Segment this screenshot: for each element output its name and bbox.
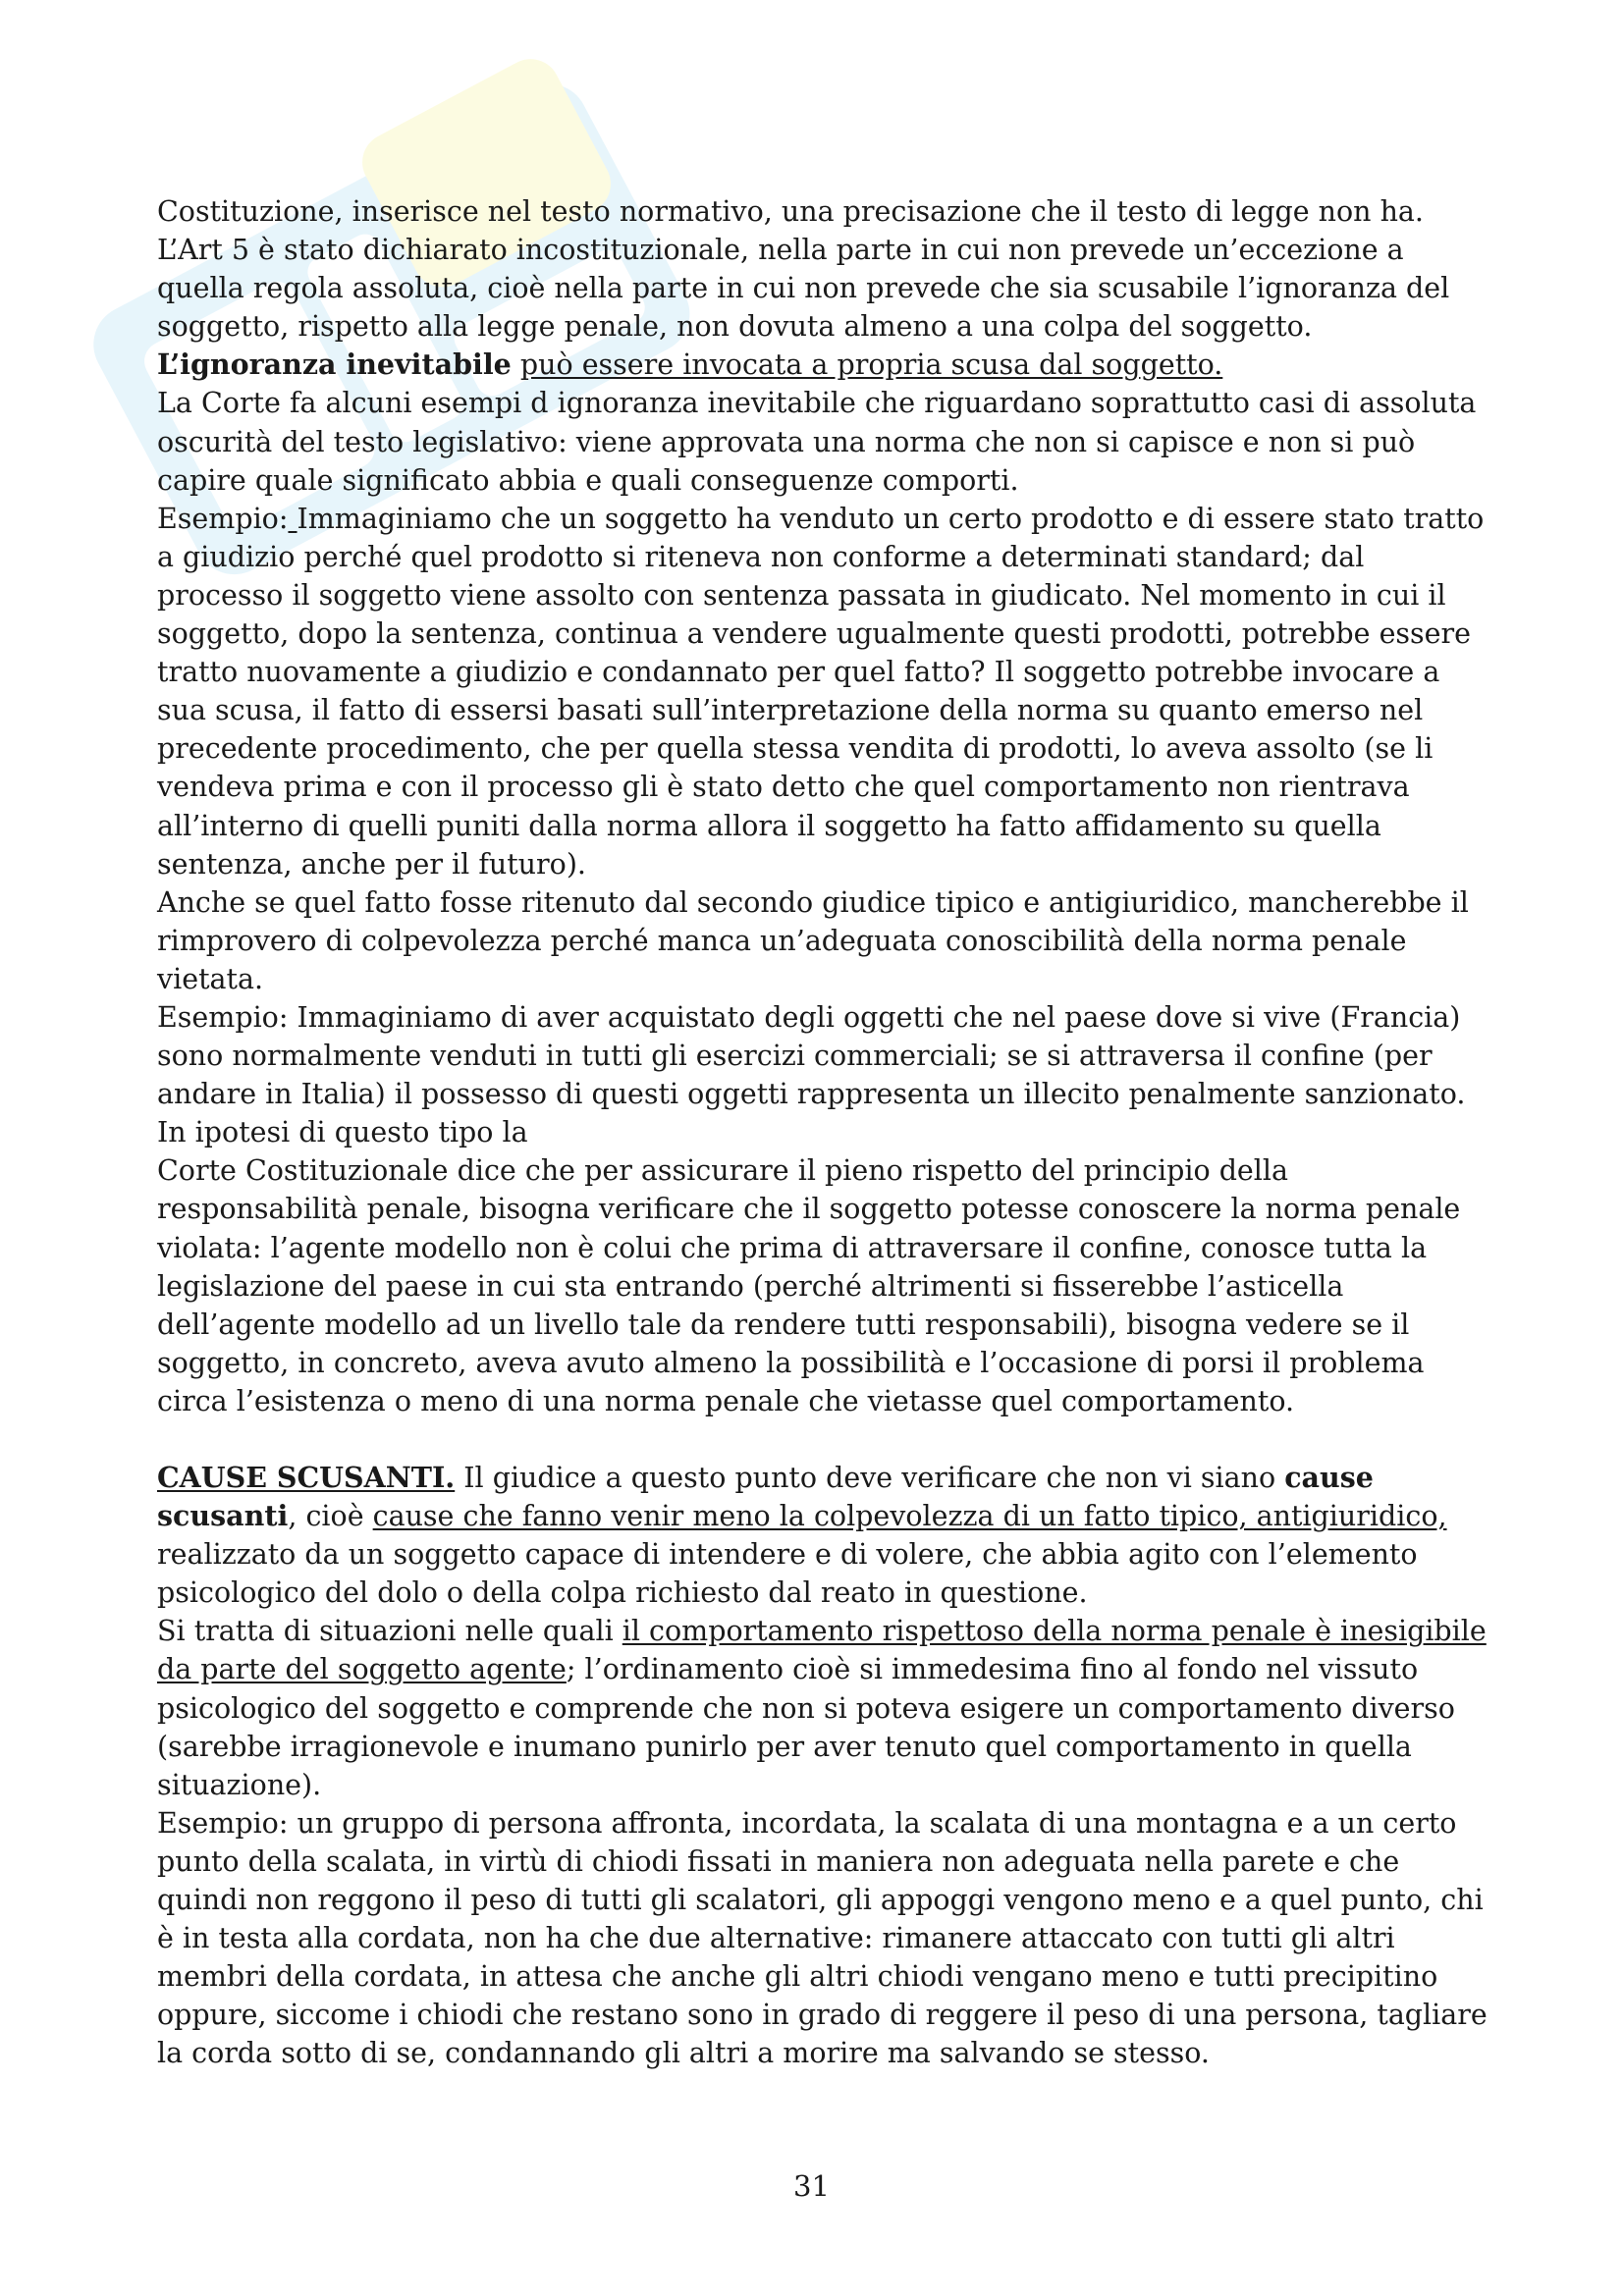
bold-term-cause-scusanti: cause scusanti — [157, 1461, 1374, 1533]
paragraph-inesigibile — [157, 1612, 1488, 1803]
text-run: Il giudice a questo punto deve verificare che non vi siano — [455, 1462, 1285, 1494]
underlined-phrase: il comportamento rispettoso della norma penale è inesigibile da parte del soggetto agente — [157, 1615, 1487, 1686]
section-heading: CAUSE SCUSANTI. — [157, 1461, 456, 1494]
text-run: Esempio: — [157, 502, 289, 535]
page-number: 31 — [793, 2169, 830, 2203]
paragraph-ignoranza — [157, 192, 1488, 384]
underlined-phrase: cause che fanno venir meno la colpevolezza di un fatto tipico, antigiuridico, — [372, 1500, 1447, 1533]
paragraph-gap — [157, 1420, 1488, 1459]
underlined-space — [288, 503, 297, 535]
document-body — [157, 192, 1488, 2073]
text-run: Costituzione, inserisce nel testo normativo, una precisazione che il testo di legge non ha. L’Art 5 è stato dichiarato incostituzionale, nella parte in cui non prevede un’eccezione a quella regola assoluta, cioè nella parte in cui non prevede che sia scusabile l’ignoranza del soggetto, rispetto alla legge penale, non dovuta almeno a una colpa del soggetto. — [157, 195, 1450, 344]
text-run: Si tratta di situazioni nelle quali — [157, 1615, 622, 1648]
paragraph-corte-costituzionale: Corte Costituzionale dice che per assicurare il pieno rispetto del principio della responsabilità penale, bisogna verificare che il soggetto potesse conoscere la norma penale violata: l’agente modello non è colui che prima di attraversare il confine, conosce tutta la legislazione del paese in cui sta entrando (perché altrimenti si fisserebbe l’asticella dell’agente modello ad un livello tale da rendere tutti responsabili), bisogna vedere se il soggetto, in concreto, aveva avuto almeno la possibilità e l’occasione di porsi il problema circa l’esistenza o meno di una norma penale che vietasse quel comportamento. — [157, 1154, 1461, 1417]
text-run: Immaginiamo che un soggetto ha venduto un certo prodotto e di essere stato tratto a giudizio perché quel prodotto si riteneva non conforme a determinati standard; dal processo il soggetto viene assolto con sentenza passata in giudicato. Nel momento in cui il soggetto, dopo la sentenza, continua a vendere ugualmente questi prodotti, potrebbe essere tratto nuovamente a giudizio e condannato per quel fatto? Il soggetto potrebbe invocare a sua scusa, il fatto di essersi basati sull’interpretazione della norma su quanto emerso nel precedente procedimento, che per quella stessa vendita di prodotti, lo aveva assolto (se li vendeva prima e con il processo gli è stato detto che quel comportamento non rientrava all’interno di quelli puniti dalla norma allora il soggetto ha fatto affidamento su quella sentenza, anche per il futuro). — [157, 502, 1485, 881]
text-run — [512, 348, 520, 381]
bold-term-ignoranza-inevitabile: L’ignoranza inevitabile — [157, 347, 512, 382]
paragraph-esempio-prodotto — [157, 500, 1488, 883]
paragraph-cause-scusanti — [157, 1459, 1488, 1612]
text-run: realizzato da un soggetto capace di intendere e di volere, che abbia agito con l’elemento psicologico del dolo o della colpa richiesto dal reato in questione. — [157, 1538, 1418, 1610]
text-run: ; l’ordinamento cioè si immedesima fino al fondo nel vissuto psicologico del soggetto e comprende che non si poteva esigere un comportamento diverso (sarebbe irragionevole e inumano punirlo per aver tenuto quel comportamento in quella situazione). — [157, 1653, 1455, 1801]
underlined-phrase: può essere invocata a propria scusa dal soggetto. — [519, 348, 1223, 382]
paragraph-corte-esempi: La Corte fa alcuni esempi d ignoranza inevitabile che riguardano soprattutto casi di assoluta oscurità del testo legislativo: viene approvata una norma che non si capisce e non si può capire quale significato abbia e quali conseguenze comporti. — [157, 387, 1477, 497]
paragraph-esempio-scalata: Esempio: un gruppo di persona affronta, incordata, la scalata di una montagna e a un certo punto della scalata, in virtù di chiodi fissati in maniera non adeguata nella parete e che quindi non reggono il peso di tutti gli scalatori, gli appoggi vengono meno e a quel punto, chi è in testa alla cordata, non ha che due alternative: rimanere attaccato con tutti gli altri membri della cordata, in attesa che anche gli altri chiodi vengano meno e tutti precipitino oppure, siccome i chiodi che restano sono in grado di reggere il peso di una persona, tagliare la corda sotto di se, condannando gli altri a morire ma salvando se stesso. — [157, 1806, 1488, 2070]
text-run: , cioè — [288, 1500, 373, 1533]
paragraph-rimprovero: Anche se quel fatto fosse ritenuto dal secondo giudice tipico e antigiuridico, mancherebbe il rimprovero di colpevolezza perché manca un’adeguata conoscibilità della norma penale vietata. — [157, 885, 1469, 995]
paragraph-esempio-francia: Esempio: Immaginiamo di aver acquistato degli oggetti che nel paese dove si vive (Francia) sono normalmente venduti in tutti gli esercizi commerciali; se si attraversa il confine (per andare in Italia) il possesso di questi oggetti rappresenta un illecito penalmente sanzionato. In ipotesi di questo tipo la — [157, 1000, 1466, 1149]
